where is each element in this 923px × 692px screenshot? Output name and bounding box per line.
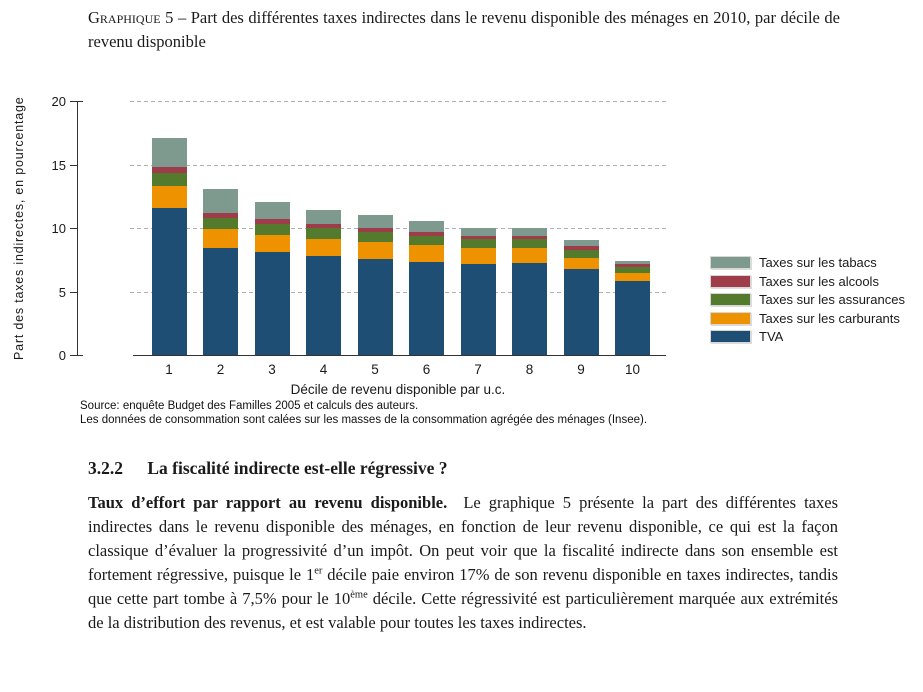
bar-segment-taxes-sur-les-tabacs	[203, 189, 238, 214]
source-line-1: Source: enquête Budget des Familles 2005 et calculs des auteurs.	[80, 400, 419, 412]
bar-segment-tva	[564, 269, 599, 355]
figure-caption	[88, 6, 840, 54]
x-axis-label: Décile de revenu disponible par u.c.	[290, 382, 506, 397]
bar-segment-taxes-sur-les-carburants	[306, 239, 341, 256]
section-number: 3.2.2	[88, 458, 123, 478]
bar-segment-taxes-sur-les-carburants	[203, 229, 238, 249]
bar-segment-taxes-sur-les-carburants	[615, 273, 650, 281]
x-axis-line	[133, 355, 666, 356]
x-tick-label-5: 5	[371, 362, 379, 377]
x-tick-label-10: 10	[624, 362, 641, 377]
bar-decile-4	[306, 85, 341, 355]
bar-segment-tva	[615, 281, 650, 355]
x-tick-label-1: 1	[165, 362, 173, 377]
legend-row-taxes-sur-les-carburants	[710, 312, 905, 325]
bar-segment-taxes-sur-les-tabacs	[461, 228, 496, 236]
y-axis-bottom-cap	[77, 355, 83, 356]
source-note	[80, 400, 900, 427]
y-axis-top-cap	[77, 101, 83, 102]
paragraph-text: décile paie environ 17% de son revenu disponible en taxes indirectes, tandis que cette part tombe à 7,5% pour le 10	[88, 565, 838, 608]
source-line-2: Les données de consommation sont calées sur les masses de la consommation agrégée des ménages (Insee).	[80, 413, 648, 426]
bar-segment-taxes-sur-les-tabacs	[409, 221, 444, 232]
bar-segment-taxes-sur-les-alcools	[615, 264, 650, 267]
bar-segment-taxes-sur-les-alcools	[358, 228, 393, 232]
y-tick-5	[70, 292, 77, 293]
figure-caption-separator: –	[177, 8, 187, 27]
x-tick-label-2: 2	[216, 362, 225, 377]
bar-segment-taxes-sur-les-assurances	[358, 232, 393, 242]
y-tick-0	[70, 355, 77, 356]
chart-legend	[710, 256, 905, 349]
bar-segment-taxes-sur-les-assurances	[615, 267, 650, 273]
figure-caption-label: Graphique 5	[88, 8, 174, 27]
bar-segment-tva	[152, 208, 187, 355]
bar-segment-taxes-sur-les-carburants	[152, 186, 187, 208]
bar-decile-1	[152, 85, 187, 355]
legend-row-taxes-sur-les-alcools	[710, 275, 905, 288]
bar-segment-taxes-sur-les-tabacs	[564, 240, 599, 246]
x-tick-label-9: 9	[577, 362, 585, 377]
bar-segment-tva	[203, 248, 238, 355]
x-tick-label-8: 8	[525, 362, 534, 377]
body-paragraph	[88, 491, 838, 635]
y-tick-label-5: 5	[58, 284, 66, 300]
bar-segment-taxes-sur-les-assurances	[461, 239, 496, 249]
legend-swatch	[710, 275, 751, 288]
bar-segment-taxes-sur-les-assurances	[306, 228, 341, 239]
stacked-bar-chart	[0, 85, 923, 400]
y-tick-10	[70, 228, 77, 229]
bar-segment-taxes-sur-les-alcools	[306, 224, 341, 228]
bar-segment-tva	[255, 252, 290, 355]
x-tick-label-3: 3	[268, 362, 276, 377]
legend-swatch	[710, 330, 751, 343]
y-tick-label-15: 15	[51, 157, 66, 173]
legend-label: Taxes sur les tabacs	[759, 255, 877, 270]
bar-segment-taxes-sur-les-carburants	[255, 235, 290, 252]
legend-swatch	[710, 256, 751, 269]
x-tick-label-4: 4	[319, 362, 328, 377]
bar-segment-taxes-sur-les-carburants	[564, 258, 599, 269]
section-heading	[88, 458, 448, 479]
y-tick-label-10: 10	[51, 221, 66, 236]
bar-decile-9	[564, 85, 599, 355]
bar-segment-tva	[461, 264, 496, 355]
paragraph-text: décile. Cette régressivité est particulièrement marquée aux extrémités de la distribution des revenus, et est valable pour toutes les taxes indirectes.	[88, 589, 838, 632]
y-tick-label-0: 0	[58, 348, 66, 363]
y-tick-20	[70, 101, 77, 102]
bar-decile-2	[203, 85, 238, 355]
x-tick-label-6: 6	[422, 362, 431, 377]
legend-label: Taxes sur les assurances	[759, 292, 905, 307]
bar-decile-3	[255, 85, 290, 355]
bar-decile-6	[409, 85, 444, 355]
superscript: er	[314, 565, 323, 577]
y-tick-15	[70, 165, 77, 166]
legend-swatch	[710, 293, 751, 306]
bar-segment-taxes-sur-les-tabacs	[512, 228, 547, 236]
paragraph-lead: Taux d’effort par rapport au revenu disponible.	[88, 493, 448, 512]
bar-segment-taxes-sur-les-alcools	[564, 246, 599, 249]
legend-label: TVA	[759, 329, 784, 344]
legend-label: Taxes sur les alcools	[759, 273, 879, 289]
y-tick-label-20: 20	[51, 94, 66, 109]
bar-segment-taxes-sur-les-assurances	[152, 173, 187, 186]
bar-segment-taxes-sur-les-assurances	[564, 250, 599, 258]
bar-segment-taxes-sur-les-alcools	[512, 236, 547, 240]
bar-segment-taxes-sur-les-tabacs	[152, 138, 187, 167]
bar-segment-taxes-sur-les-alcools	[203, 213, 238, 217]
x-tick-label-7: 7	[474, 362, 482, 377]
bar-segment-taxes-sur-les-tabacs	[306, 210, 341, 225]
bar-segment-taxes-sur-les-tabacs	[358, 215, 393, 228]
bar-segment-taxes-sur-les-alcools	[409, 232, 444, 236]
legend-row-taxes-sur-les-assurances	[710, 293, 905, 306]
bar-decile-7	[461, 85, 496, 355]
legend-swatch	[710, 312, 751, 325]
bar-segment-taxes-sur-les-carburants	[358, 242, 393, 259]
legend-label: Taxes sur les carburants	[759, 310, 900, 326]
bar-segment-taxes-sur-les-assurances	[409, 236, 444, 246]
bar-segment-tva	[409, 262, 444, 355]
bar-segment-taxes-sur-les-tabacs	[255, 202, 290, 219]
y-axis-line	[77, 101, 78, 356]
bar-segment-tva	[512, 263, 547, 355]
bar-segment-taxes-sur-les-carburants	[461, 248, 496, 263]
paragraph-text: Le graphique 5 présente la part des différentes taxes indirectes dans le revenu disponible des ménages, en fonction de leur revenu disponible, ce qui est la façon classique d’évaluer la progressivité d’un impôt. On peut voir que la fiscalité indirecte dans son ensemble est fortement régressive, puisque le 1	[88, 493, 838, 584]
superscript: ème	[350, 589, 368, 601]
bar-decile-10	[615, 85, 650, 355]
legend-row-tva	[710, 330, 905, 343]
section-title: La fiscalité indirecte est-elle régressive ?	[147, 458, 448, 478]
bar-segment-taxes-sur-les-carburants	[409, 245, 444, 262]
bar-segment-taxes-sur-les-assurances	[512, 239, 547, 248]
bar-segment-tva	[358, 259, 393, 355]
bar-decile-8	[512, 85, 547, 355]
bar-decile-5	[358, 85, 393, 355]
bar-segment-taxes-sur-les-tabacs	[615, 261, 650, 264]
bar-segment-taxes-sur-les-carburants	[512, 248, 547, 263]
bar-segment-taxes-sur-les-assurances	[255, 224, 290, 235]
bar-segment-tva	[306, 256, 341, 355]
bar-segment-taxes-sur-les-alcools	[152, 167, 187, 173]
legend-row-taxes-sur-les-tabacs	[710, 256, 905, 269]
bar-segment-taxes-sur-les-alcools	[461, 236, 496, 239]
bar-segment-taxes-sur-les-alcools	[255, 219, 290, 224]
figure-caption-text: Part des différentes taxes indirectes dans le revenu disponible des ménages en 2010, par décile de revenu disponible	[88, 8, 840, 51]
bar-segment-taxes-sur-les-assurances	[203, 218, 238, 229]
y-axis-label: Part des taxes indirectes, en pourcentage	[12, 96, 26, 360]
